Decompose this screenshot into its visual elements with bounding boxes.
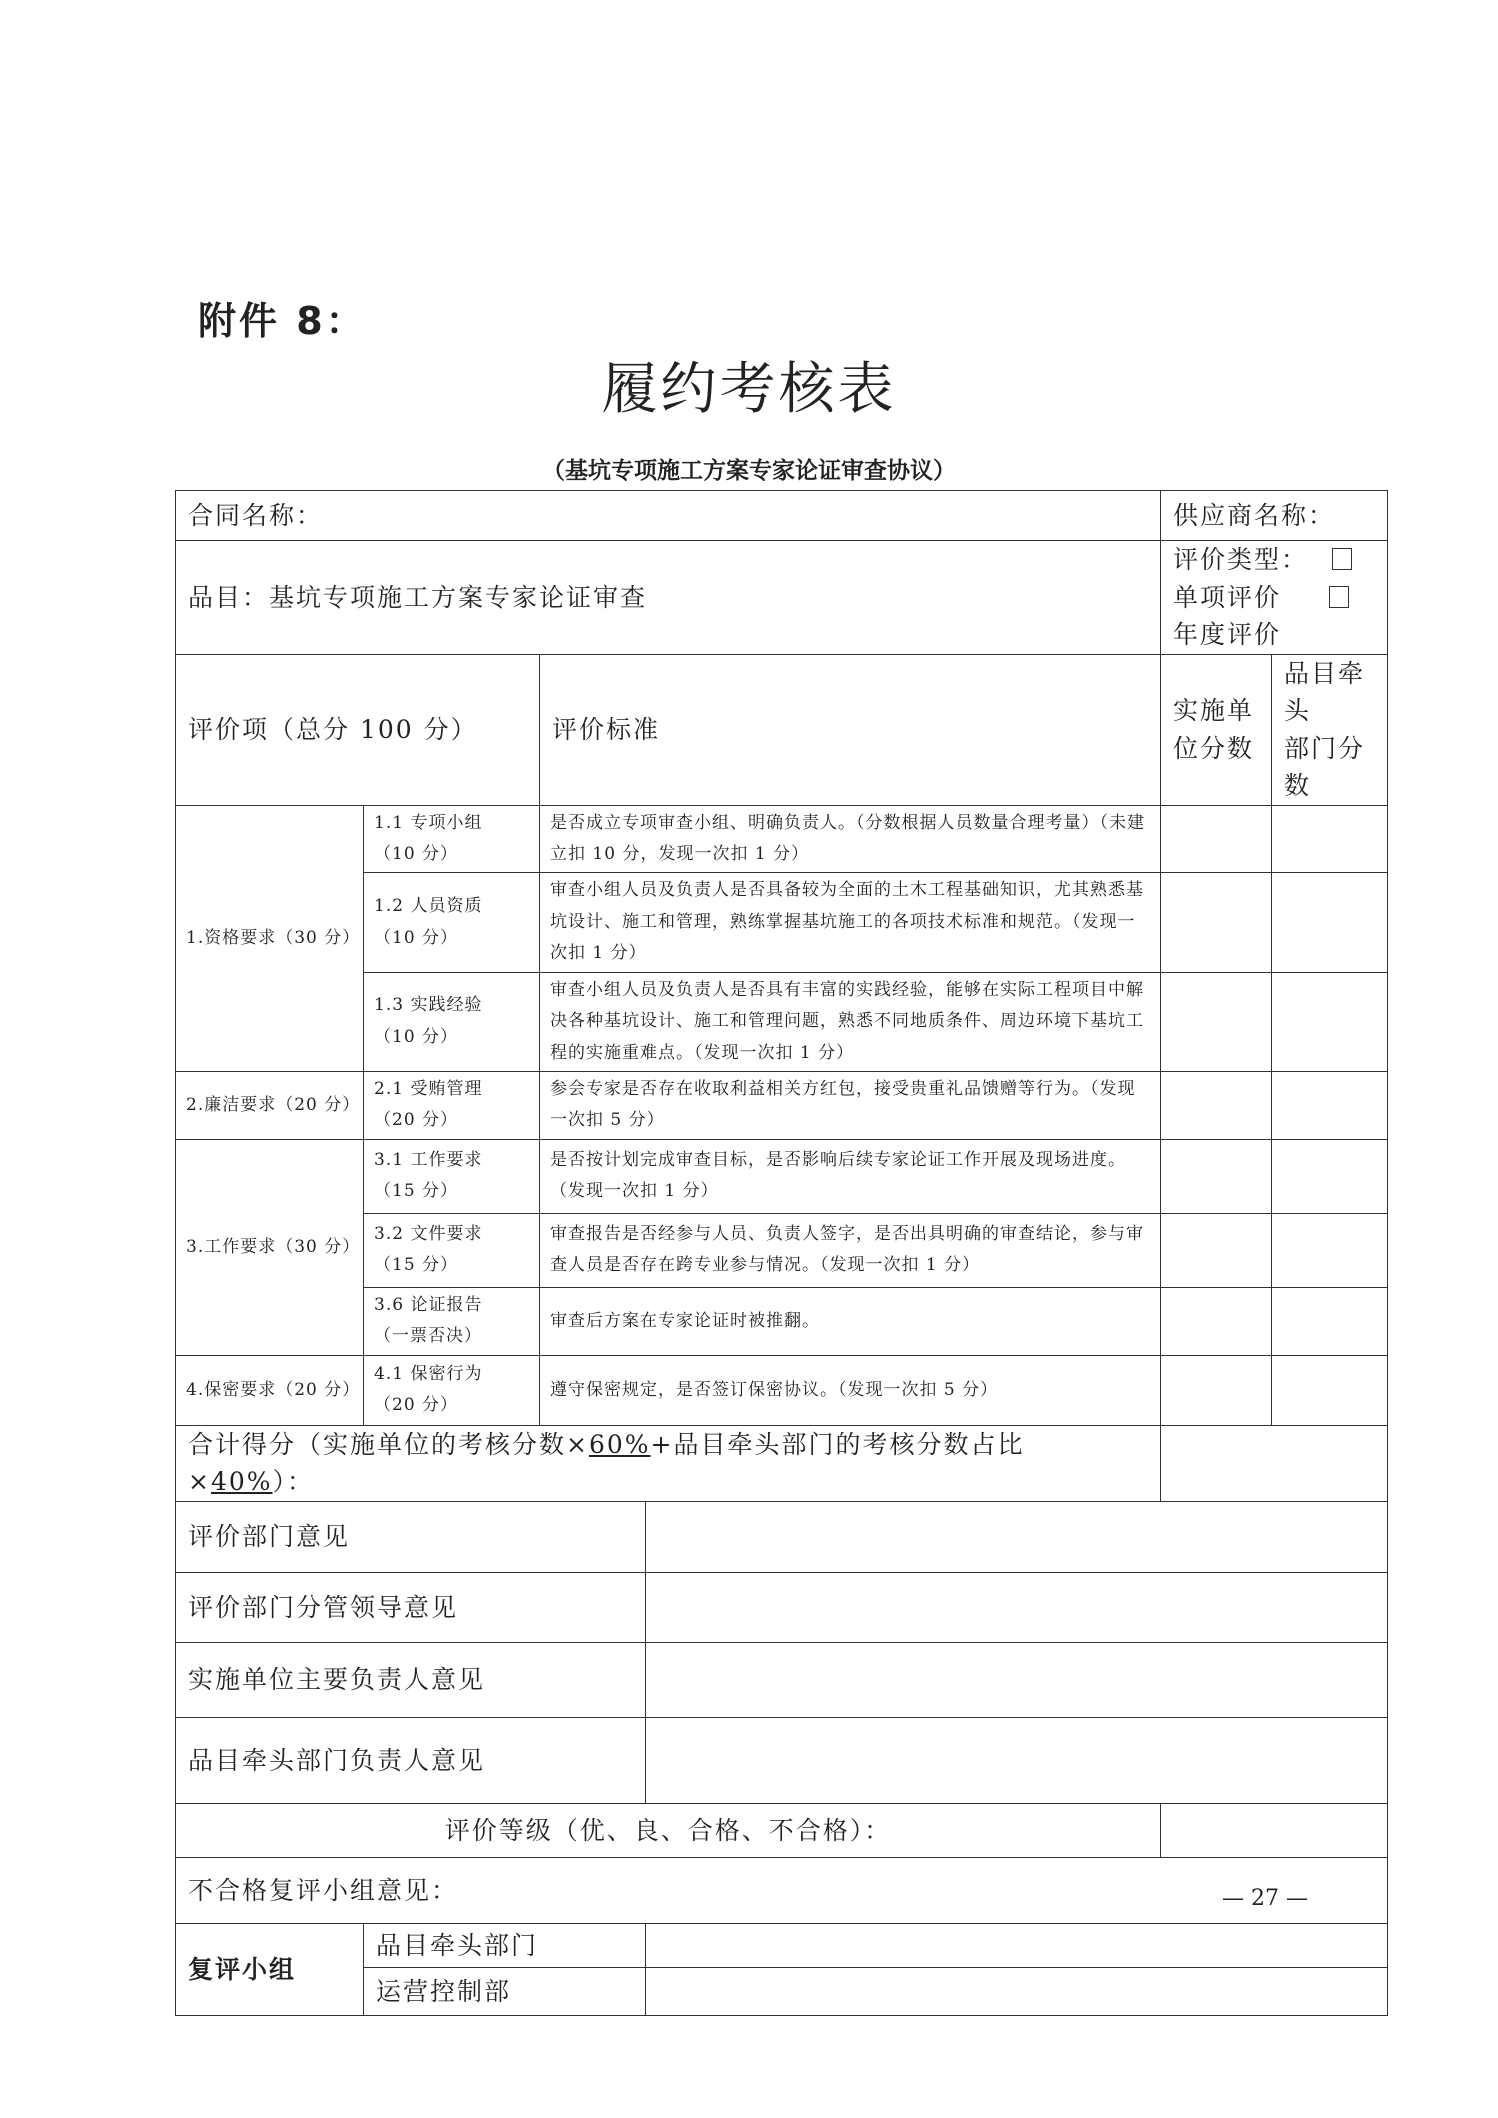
impl-head-opinion-label: 实施单位主要负责人意见 [176,1642,646,1717]
sub-item-name: 1.3 实践经验 [374,995,483,1016]
dept-score-input[interactable] [1272,805,1388,873]
sub-item-name: 1.2 人员资质 [374,896,483,917]
dept-score-input[interactable] [1272,873,1388,972]
review-member-ops-control-input[interactable] [646,1967,1388,2015]
evaluation-table [175,490,1388,2016]
impl-score-input[interactable] [1161,873,1272,972]
total-pct-dept: 40% [210,1467,273,1497]
dept-score-input[interactable] [1272,1355,1388,1425]
impl-score-input[interactable] [1161,805,1272,873]
dept-score-input[interactable] [1272,1287,1388,1355]
page-subtitle: （基坑专项施工方案专家论证审查协议） [542,458,956,484]
sub-item-score: （15 分） [374,1255,459,1276]
option-annual-label: 年度评价 [1173,620,1282,649]
total-middle: +品目牵头部门的考核分数占比× [188,1429,1025,1497]
attachment-label: 附件 8： [198,299,367,343]
checkbox-icon[interactable] [1329,586,1349,608]
sub-item-score: （10 分） [374,843,459,864]
sub-item-name: 4.1 保密行为 [374,1363,483,1384]
sub-item-name: 3.1 工作要求 [374,1149,483,1170]
sub-item-score: （20 分） [374,1395,459,1416]
criteria: 是否按计划完成审查目标，是否影响后续专家论证工作开展及现场进度。（发现一次扣 1 分） [540,1139,1161,1213]
sub-item [364,1287,540,1355]
impl-score-input[interactable] [1161,1355,1272,1425]
criteria: 遵守保密规定，是否签订保密协议。（发现一次扣 5 分） [540,1355,1161,1425]
grade-input[interactable] [1161,1803,1388,1857]
dept-leader-opinion-input[interactable] [646,1572,1388,1642]
review-group-label: 复评小组 [176,1923,364,2015]
impl-score-input[interactable] [1161,1213,1272,1287]
total-suffix: ）： [272,1467,315,1497]
total-pct-impl: 60% [588,1429,651,1459]
dept-opinion-input[interactable] [646,1501,1388,1572]
group-label: 2.廉洁要求（20 分） [176,1072,364,1140]
checkbox-icon[interactable] [1332,548,1352,570]
impl-score-input[interactable] [1161,972,1272,1071]
sub-item-score: （15 分） [374,1181,459,1202]
page-title: 履约考核表 [601,357,897,422]
group-label: 4.保密要求（20 分） [176,1355,364,1425]
criteria: 参会专家是否存在收取利益相关方红包，接受贵重礼品馈赠等行为。（发现一次扣 5 分） [540,1072,1161,1140]
sub-item [364,873,540,972]
category-head-opinion-label: 品目牵头部门负责人意见 [176,1717,646,1803]
dept-score-line2: 部门分数 [1284,733,1366,800]
sub-item-name: 3.6 论证报告 [374,1294,483,1315]
impl-score-input[interactable] [1161,1287,1272,1355]
contract-name-cell: 合同名称： [176,491,1161,541]
dept-score-input[interactable] [1272,1072,1388,1140]
sub-item [364,805,540,873]
table-row [176,1072,1388,1140]
supplier-name-cell: 供应商名称： [1161,491,1388,541]
category-cell: 品目：基坑专项施工方案专家论证审查 [176,541,1161,655]
review-opinion-label: 不合格复评小组意见： [176,1857,1388,1923]
sub-item [364,1355,540,1425]
dept-opinion-label: 评价部门意见 [176,1501,646,1572]
impl-score-line2: 位分数 [1173,733,1255,763]
impl-score-input[interactable] [1161,1072,1272,1140]
total-score-input[interactable] [1161,1425,1388,1501]
sub-item [364,1139,540,1213]
total-score-label [176,1425,1161,1501]
impl-score-input[interactable] [1161,1139,1272,1213]
review-member-ops-control: 运营控制部 [364,1967,646,2015]
dept-leader-opinion-label: 评价部门分管领导意见 [176,1572,646,1642]
category-head-opinion-input[interactable] [646,1717,1388,1803]
total-prefix: 合计得分（实施单位的考核分数× [188,1429,589,1459]
criteria: 审查报告是否经参与人员、负责人签字，是否出具明确的审查结论，参与审查人员是否存在跨专业参与情况。（发现一次扣 1 分） [540,1213,1161,1287]
sub-item-score: （10 分） [374,927,459,948]
column-header-standard: 评价标准 [540,654,1161,805]
sub-item-score: （一票否决） [374,1326,482,1347]
sub-item-name: 1.1 专项小组 [374,812,483,833]
impl-score-line1: 实施单 [1173,696,1255,725]
review-member-category-dept-input[interactable] [646,1923,1388,1967]
dept-score-input[interactable] [1272,1139,1388,1213]
criteria: 是否成立专项审查小组、明确负责人。（分数根据人员数量合理考量）（未建立扣 10 分，发现一次扣 1 分） [540,805,1161,873]
column-header-dept-score [1272,654,1388,805]
column-header-item: 评价项（总分 100 分） [176,654,540,805]
eval-type-cell [1161,541,1388,655]
sub-item [364,1213,540,1287]
table-row [176,1139,1388,1213]
impl-head-opinion-input[interactable] [646,1642,1388,1717]
table-row [176,1355,1388,1425]
eval-type-label: 评价类型： [1173,545,1309,574]
option-single-label: 单项评价 [1173,582,1282,612]
page-number: — 27 — [1222,1886,1308,1911]
dept-score-input[interactable] [1272,1213,1388,1287]
sub-item-name: 3.2 文件要求 [374,1223,483,1244]
review-member-category-dept: 品目牵头部门 [364,1923,646,1967]
column-header-impl-score [1161,654,1272,805]
group-label: 1.资格要求（30 分） [176,805,364,1072]
dept-score-input[interactable] [1272,972,1388,1071]
sub-item [364,1072,540,1140]
sub-item [364,972,540,1071]
dept-score-line1: 品目牵头 [1284,658,1366,725]
sub-item-score: （20 分） [374,1110,459,1131]
sub-item-score: （10 分） [374,1026,459,1047]
table-row [176,805,1388,873]
criteria: 审查后方案在专家论证时被推翻。 [540,1287,1161,1355]
grade-label: 评价等级（优、良、合格、不合格）： [176,1803,1161,1857]
group-label: 3.工作要求（30 分） [176,1139,364,1355]
sub-item-name: 2.1 受贿管理 [374,1079,483,1099]
criteria: 审查小组人员及负责人是否具有丰富的实践经验，能够在实际工程项目中解决各种基坑设计、施工和管理问题，熟悉不同地质条件、周边环境下基坑工程的实施重难点。（发现一次扣 1 分） [540,972,1161,1071]
criteria: 审查小组人员及负责人是否具备较为全面的土木工程基础知识，尤其熟悉基坑设计、施工和管理，熟练掌握基坑施工的各项技术标准和规范。（发现一次扣 1 分） [540,873,1161,972]
